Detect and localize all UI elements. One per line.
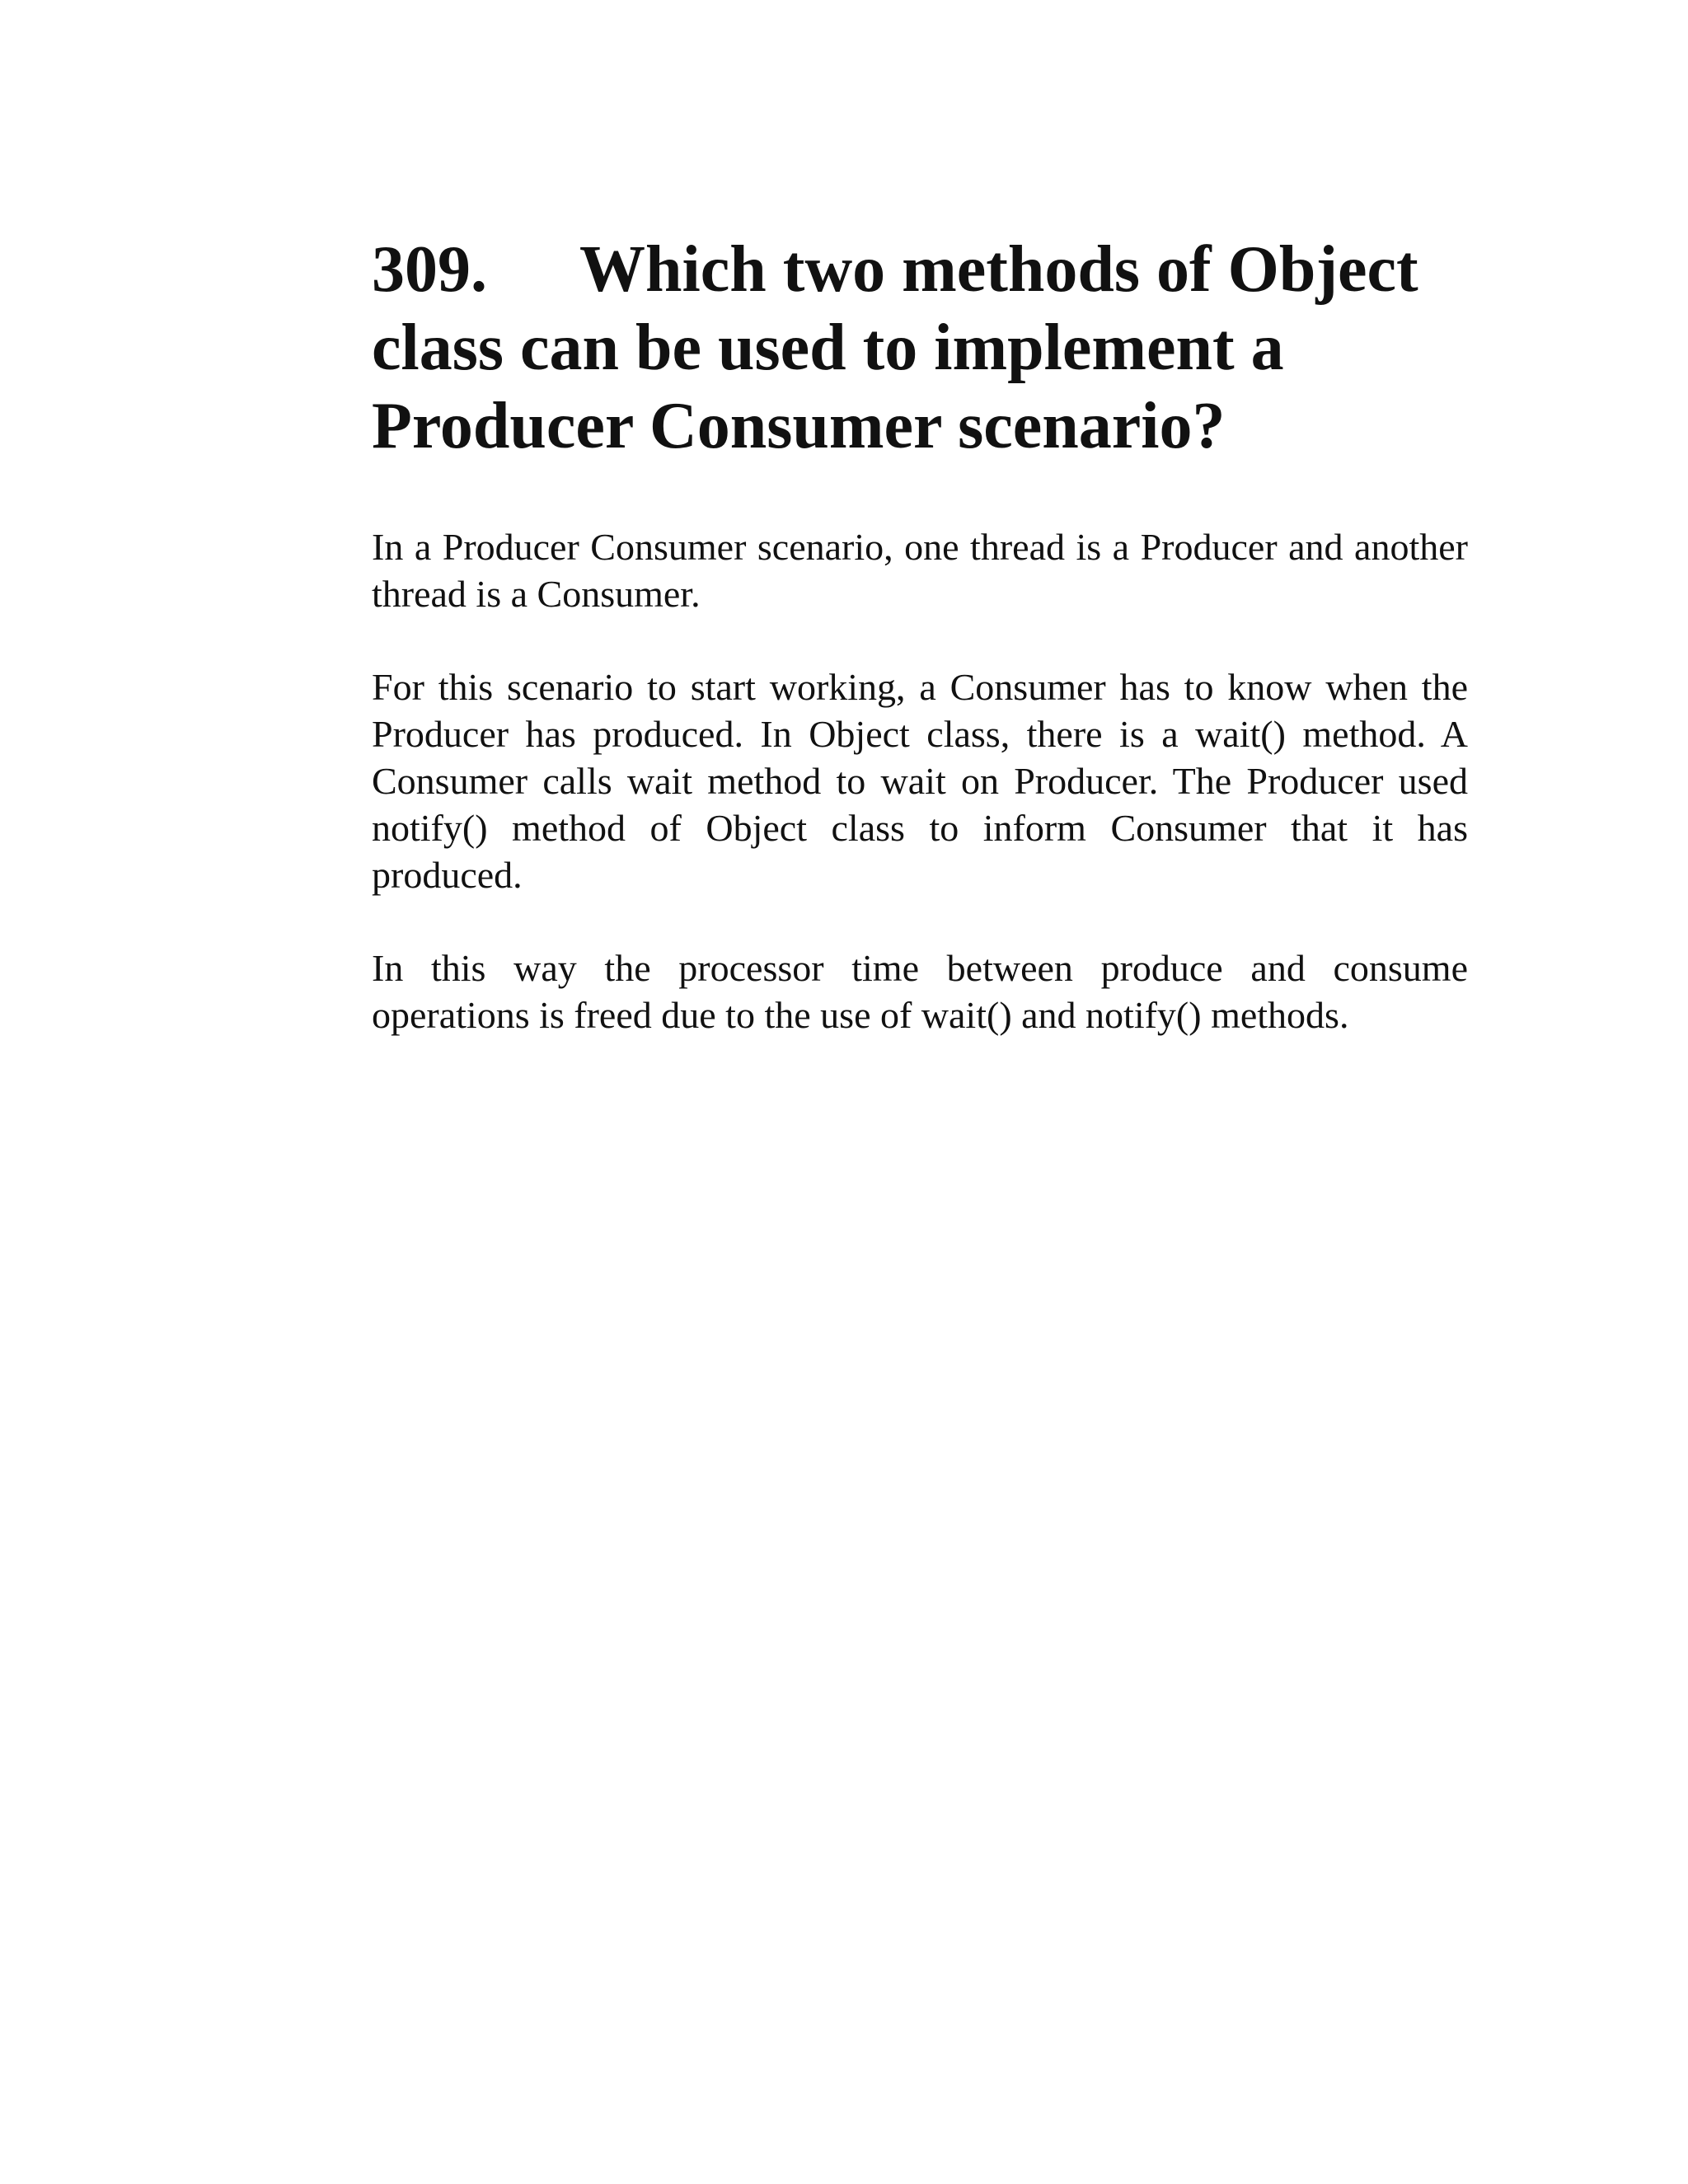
- question-number: 309.: [372, 233, 487, 306]
- paragraph-intro: In a Producer Consumer scenario, one thread is a Producer and another thread is a Consumer.: [372, 526, 1468, 615]
- question-heading: [372, 231, 1468, 466]
- question-title: Which two methods of Object class can be used to implement a Producer Consumer scenario?: [372, 233, 1418, 462]
- paragraph-conclusion: In this way the processor time between produce and consume operations is freed due to the use of wait() and notify() methods.: [372, 947, 1468, 1036]
- page-content: [372, 231, 1468, 1038]
- paragraph-wait-notify: For this scenario to start working, a Consumer has to know when the Producer has produced. In Object class, there is a wait() method. A Consumer calls wait method to wait on Producer. The Producer used notify() method of Object class to inform Consumer that it has produced.: [372, 666, 1468, 896]
